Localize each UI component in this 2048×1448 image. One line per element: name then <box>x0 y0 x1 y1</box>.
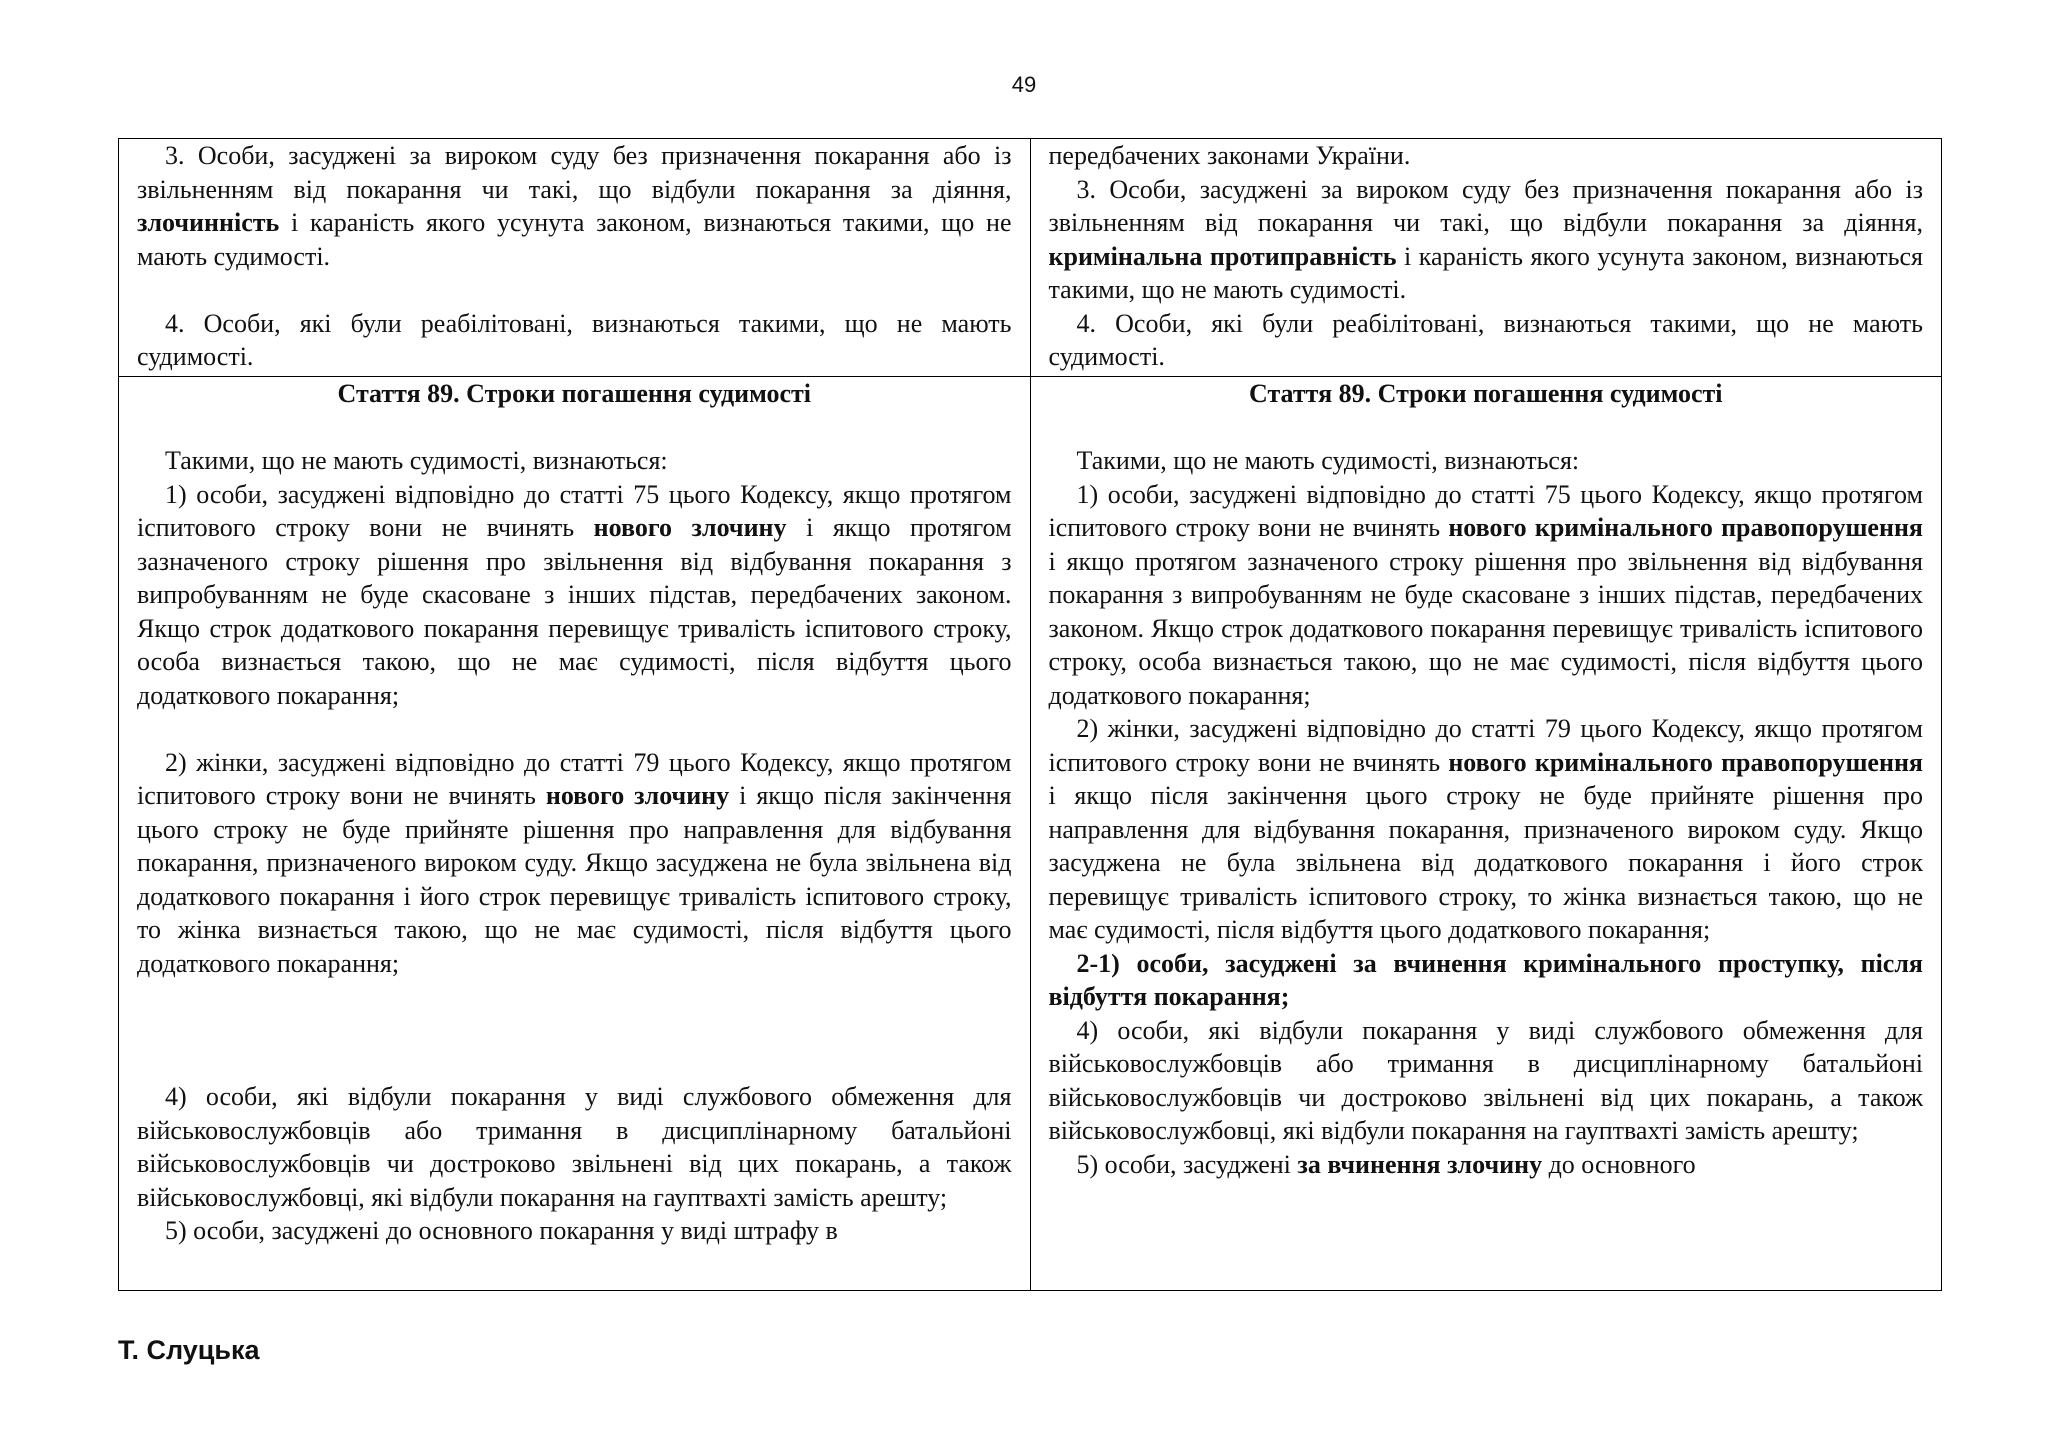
bold-term: нового кримінального правопорушення <box>1448 513 1923 542</box>
comparison-table <box>118 138 1942 1291</box>
right-continuation: передбачених законами України. <box>1048 141 1411 170</box>
footer-author: Т. Слуцька <box>118 1335 260 1365</box>
bold-term: нового злочину <box>545 781 730 810</box>
right-cell-new-version <box>1030 139 1942 377</box>
right-item-1: 1) особи, засуджені відповідно до статті 75 цього Кодексу, якщо протягом іспитового строку вони не вчинять нового кримінального правопорушення і якщо протягом зазначеного строку рішення про звільнення від відбування покарання з випробуванням не буде скасоване з інших підстав, передбачених законом. Якщо строк додаткового покарання перевищує тривалість іспитового строку, особа визнається такою, що не має судимості, після відбуття цього додаткового покарання; <box>1048 479 1923 710</box>
table-row <box>119 377 1942 1291</box>
right-item-4: 4) особи, які відбули покарання у виді службового обмеження для військовослужбовців або тримання в дисциплінарному батальйоні військовослужбовців чи достроково звільнені від цих покарань, а також військовослужбовці, які відбули покарання на гауптвахті замість арешту; <box>1048 1015 1923 1145</box>
left-cell-previous-version <box>119 139 1031 377</box>
left-item-5: 5) особи, засуджені до основного покарання у виді штрафу в <box>165 1216 838 1245</box>
left-item-2: 2) жінки, засуджені відповідно до статті 79 цього Кодексу, якщо протягом іспитового строку вони не вчинять нового злочину і якщо після закінчення цього строку не буде прийняте рішення про направлення для відбування покарання, призначеного вироком суду. Якщо засуджена не була звільнена від додаткового покарання і його строк перевищує тривалість іспитового строку, то жінка визнається такою, що не має судимості, після відбуття цього додаткового покарання; <box>137 747 1012 978</box>
left-paragraph-3: 3. Особи, засуджені за вироком суду без призначення покарання або із звільненням від покарання чи такі, що відбули покарання за діяння, злочинність і караність якого усунута законом, визнаються такими, що не мають судимості. <box>137 141 1012 271</box>
bold-term: нового злочину <box>593 513 787 542</box>
bold-term: нового кримінального правопорушення <box>1448 747 1923 777</box>
right-paragraph-3: 3. Особи, засуджені за вироком суду без призначення покарання або із звільненням від покарання чи такі, що відбули покарання за діяння, кримінальна протиправність і караність якого усунута законом, визнаються такими, що не мають судимості. <box>1048 174 1923 304</box>
table-row <box>119 139 1942 377</box>
bold-term: за вчинення злочину <box>1297 1149 1543 1179</box>
left-intro: Такими, що не мають судимості, визнаються: <box>165 446 668 475</box>
right-item-5: 5) особи, засуджені за вчинення злочину до основного <box>1076 1149 1696 1179</box>
right-item-2: 2) жінки, засуджені відповідно до статті 79 цього Кодексу, якщо протягом іспитового строку вони не вчинять нового кримінального правопорушення і якщо після закінчення цього строку не буде прийняте рішення про направлення для відбування покарання, призначеного вироком суду. Якщо засуджена не була звільнена від додаткового покарання і його строк перевищує тривалість іспитового строку, то жінка визнається такою, що не має судимості, після відбуття цього додаткового покарання; <box>1048 714 1923 944</box>
right-article-heading: Стаття 89. Строки погашення судимості <box>1249 379 1723 408</box>
left-item-4: 4) особи, які відбули покарання у виді службового обмеження для військовослужбовців або тримання в дисциплінарному батальйоні військовослужбовців чи достроково звільнені від цих покарань, а також військовослужбовці, які відбули покарання на гауптвахті замість арешту; <box>137 1082 1012 1212</box>
left-article-heading: Стаття 89. Строки погашення судимості <box>337 379 811 408</box>
bold-term: злочинність <box>137 208 280 237</box>
right-item-2-1: 2-1) особи, засуджені за вчинення кримінального проступку, після відбуття покарання; <box>1048 948 1923 1011</box>
page-number: 49 <box>1011 72 1037 97</box>
left-cell-article-89 <box>119 377 1031 1291</box>
left-paragraph-4: 4. Особи, які були реабілітовані, визнаються такими, що не мають судимості. <box>137 308 1012 371</box>
bold-term: кримінальна протиправність <box>1048 241 1397 271</box>
right-cell-article-89 <box>1030 377 1942 1291</box>
left-item-1: 1) особи, засуджені відповідно до статті 75 цього Кодексу, якщо протягом іспитового строку вони не вчинять нового злочину і якщо протягом зазначеного строку рішення про звільнення від відбування покарання з випробуванням не буде скасоване з інших підстав, передбачених законом. Якщо строк додаткового покарання перевищує тривалість іспитового строку, особа визнається такою, що не має судимості, після відбуття цього додаткового покарання; <box>137 479 1012 710</box>
right-intro: Такими, що не мають судимості, визнаються: <box>1076 446 1580 475</box>
right-paragraph-4: 4. Особи, які були реабілітовані, визнаються такими, що не мають судимості. <box>1048 308 1923 371</box>
